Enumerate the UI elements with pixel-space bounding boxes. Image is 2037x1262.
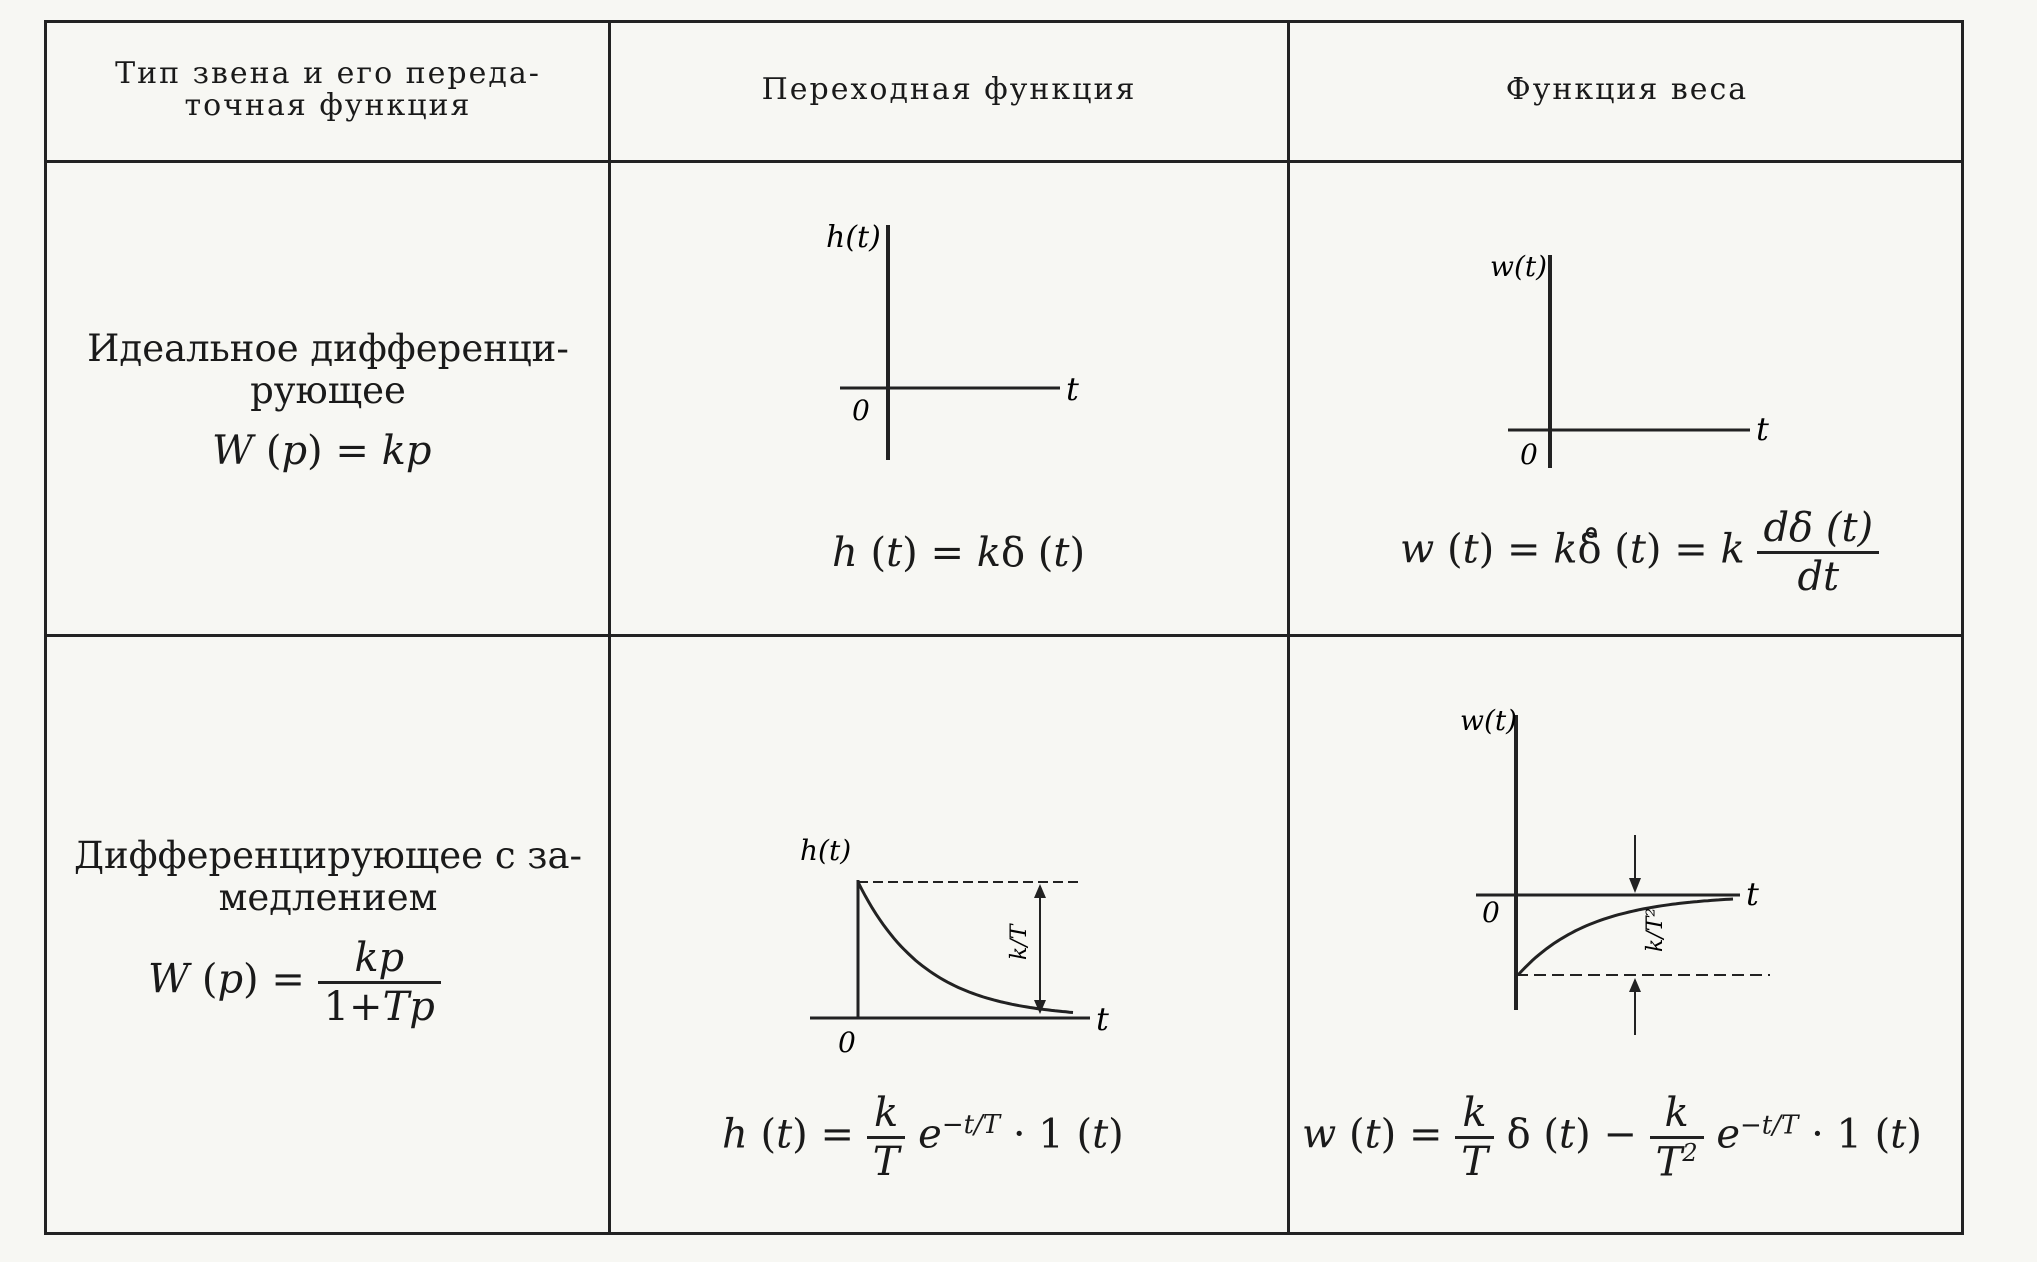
row1-transition-graph (820, 215, 1100, 475)
row2-transfer-function: W (p) = $\frac{kp}{1+Tp}$ (148, 935, 441, 1030)
origin-label: 0 (1520, 438, 1538, 471)
row-divider (44, 634, 1964, 637)
origin-label: 0 (1482, 896, 1500, 929)
marker-label: k/T (1007, 924, 1032, 960)
xlabel: t (1756, 410, 1769, 448)
xlabel: t (1066, 370, 1079, 408)
ylabel: h(t) (800, 834, 852, 867)
xlabel: t (1096, 1000, 1109, 1038)
header-weight-cell (1290, 20, 1964, 160)
origin-label: 0 (852, 394, 870, 427)
row2-weight-graph (1440, 700, 1780, 1040)
row1-weight-graph (1490, 240, 1790, 480)
row1-transfer-function: W (p) = kp (212, 428, 432, 474)
row1-name: Идеальное дифференци- рующее (87, 327, 569, 412)
ylabel: w(t) (1460, 704, 1518, 737)
row1-weight-formula: w (t) = kδ̊ (t) = k $\frac{d\delta (t)}{dt}$ (1400, 505, 1879, 600)
arrowhead-bottom (1629, 978, 1641, 992)
row2-transition-formula: h (t) = $\frac{k}{T}$ $e^{-t/T} \cdot 1$ (t) (722, 1090, 1124, 1185)
ylabel: h(t) (826, 220, 881, 255)
origin-label: 0 (838, 1026, 856, 1059)
marker-label: k/T² (1643, 907, 1668, 952)
row2-weight-formula: w (t) = $\frac{k}{T}$ δ (t) − $\frac{k}{T^2}$ $e^{-t/T} \cdot 1$ (t) (1302, 1090, 1922, 1186)
row2-name-cell (48, 835, 608, 919)
header-type-cell (48, 20, 608, 160)
header-transition-cell (611, 20, 1287, 160)
arrow-up (1034, 884, 1046, 898)
header-weight-label: Функция веса (1505, 72, 1749, 107)
row2-transition-graph (800, 820, 1130, 1060)
column-divider (608, 20, 611, 1235)
row2-name: Дифференцирующее с за- медлением (73, 834, 583, 919)
arrowhead-top (1629, 878, 1641, 893)
recovery-curve (1518, 899, 1733, 975)
header-transition-label: Переходная функция (761, 72, 1137, 107)
xlabel: t (1746, 875, 1759, 913)
header-type-label: Тип звена и его переда- точная функция (115, 56, 541, 123)
row-divider (44, 160, 1964, 163)
row1-transition-formula: h (t) = kδ (t) (832, 530, 1086, 576)
column-divider (1287, 20, 1290, 1235)
row1-name-cell (48, 328, 608, 412)
ylabel: w(t) (1490, 250, 1548, 283)
